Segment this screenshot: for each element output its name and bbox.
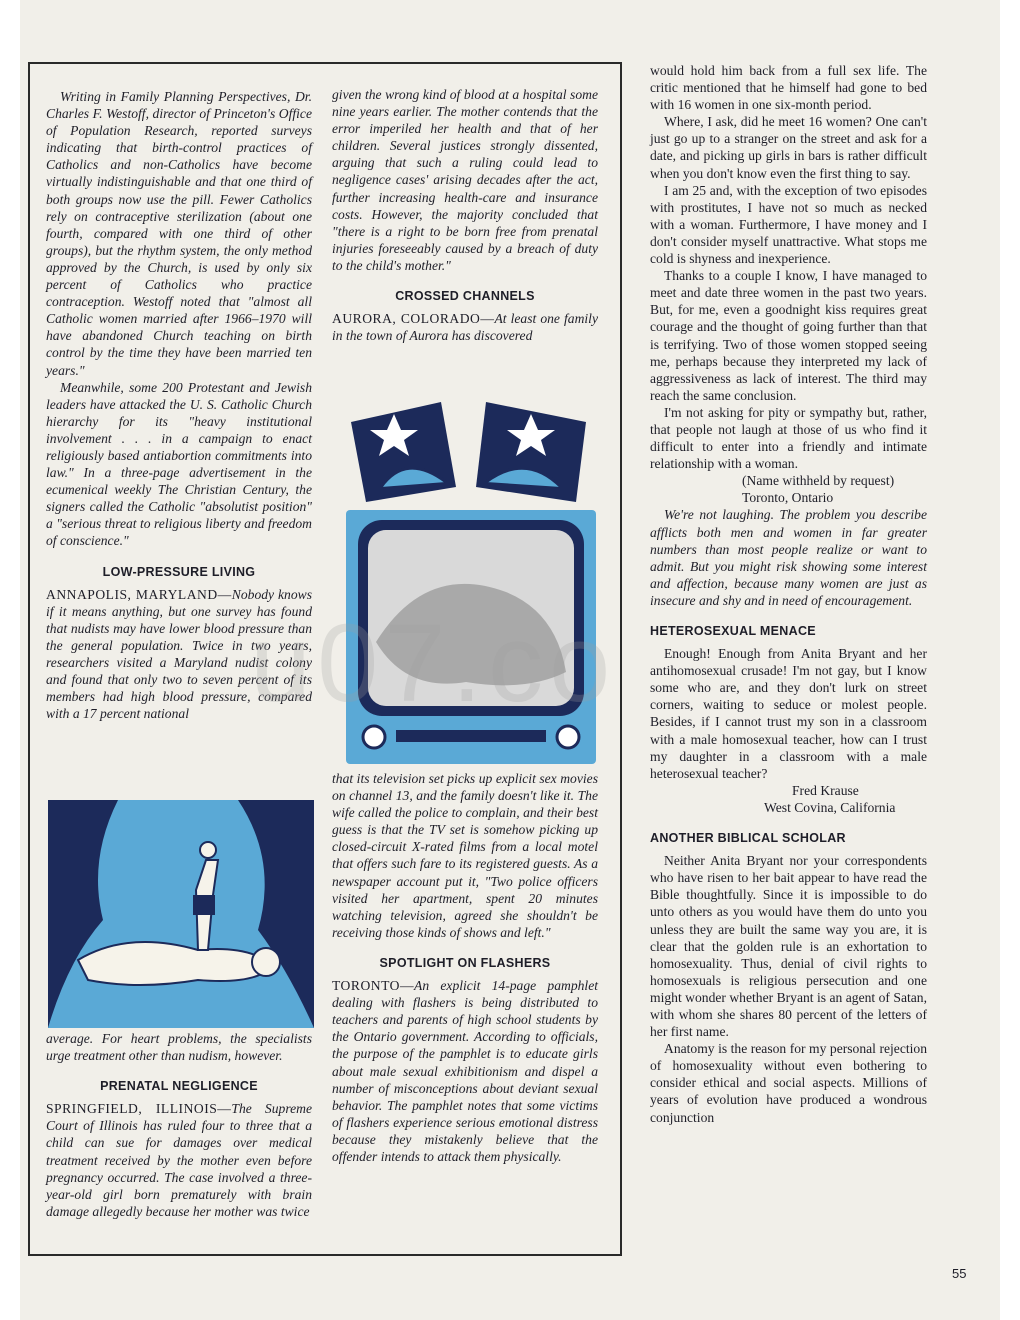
paragraph: AURORA, COLORADO—At least one family in the town of Aurora has discovered <box>332 311 598 344</box>
column-2 <box>332 86 598 344</box>
page-number: 55 <box>952 1266 967 1281</box>
paragraph: I'm not asking for pity or sympathy but, rather, that people not laugh at those of us who find it difficult to enter into a friendly and intimate relationship with a woman. <box>650 404 927 472</box>
section-heading-heterosexual: HETEROSEXUAL MENACE <box>650 624 816 638</box>
tv-speaker-grille <box>396 730 546 742</box>
paragraph: Where, I ask, did he meet 16 women? One can't just go up to a stranger on the street and ask for a date, and picking up girls in bars is rather difficult when you don't know even the first thing to say. <box>650 114 927 181</box>
paragraph: would hold him back from a full sex life. The critic mentioned that he himself had gone to bed with 16 women in one six-month period. <box>650 63 927 113</box>
paragraph: SPRINGFIELD, ILLINOIS—The Supreme Court of Illinois has ruled four to three that a child can sue for damages over medical treatment received by the mother even before pregnancy occurred. The case involved a three-year-old girl born prematurely with brain damage allegedly because her mother was twice <box>46 1101 312 1219</box>
column-1-continued <box>46 1030 312 1220</box>
section-heading-crossed-channels: CROSSED CHANNELS <box>395 289 535 304</box>
tv-knob-left <box>363 726 385 748</box>
watermark: u07.co <box>250 602 617 725</box>
editor-reply: We're not laughing. The problem you describe afflicts both men and women in far greater numbers than most people realize or want to admit. But you might risk showing some interest and affection, because many women are just as insecure and shy and in need of encouragement. <box>650 507 927 608</box>
paragraph: given the wrong kind of blood at a hospital some nine years earlier. The mother contends that the error imperiled her health and that of her children. Several justices strongly dissented, arguing that such a ruling could lead to negligence cases' arising decades after the act, further increasing health-care and insurance costs. However, the majority concluded that "there is a right to be born free from prenatal injuries foreseeably caused by a breach of duty to the child's mother." <box>332 87 598 273</box>
paragraph: TORONTO—An explicit 14-page pamphlet dealing with flashers is being distributed to teachers and parents of high school students by the Ontario government. According to officials, the purpose of the pamphlet is to educate girls about male sexual exhibitionism and dispel a number of misconceptions about deviant sexual behavior. The pamphlet notes that some victims of flashers experience serious emotional distress because they mistakenly believe that the offender intends to attack them physically. <box>332 978 598 1164</box>
hand <box>200 842 216 858</box>
signature-name: Fred Krause <box>792 782 859 798</box>
paragraph: Thanks to a couple I know, I have managed to meet and date three women in the past two years. But, for me, even a goodnight kiss requires great courage and the thought of going further than that is terrifying. Two of those women stopped seeing me, perhaps because they interpreted my lack of aggressiveness as lack of interest. The third may reach the same conclusion. <box>650 268 927 403</box>
paragraph: ANNAPOLIS, MARYLAND—Nobody knows if it means anything, but one survey has found that nudists may have lower blood pressure than the general population. Twice in two years, researchers visited a Maryland nudist colony and found that only two to seven percent of its members had high blood pressure, compared with a 17 percent national <box>46 586 313 722</box>
paragraph: Meanwhile, some 200 Protestant and Jewish leaders have attacked the U. S. Catholic Church hierarchy for its "heavy institutional involvement . . . in a campaign to enact religiously based antiabortion commitments into law." In a three-page advertisement in the ecumenical weekly The Christian Century, the signers called the Catholic "absolutist position" a "serious threat to religious liberty and freedom of conscience." <box>46 379 312 549</box>
column-2-continued <box>332 770 598 1165</box>
paragraph: Writing in Family Planning Perspectives, Dr. Charles F. Westoff, director of Princeton's Office of Population Research, reported surveys indicating that birth-control practices of Catholics and non-Catholics have become virtually indistinguishable and that one third of both groups now use the pill. Fewer Catholics rely on contraceptive sterilization (about one fourth, compared with one third of other groups), but the rhythm system, the only method approved by the Church, is used by only six percent of Catholics who practice contraception. Westoff noted that "almost all Catholic women married after 1966–1970 will have abandoned Church teaching on birth control by the time they have been married ten years." <box>46 89 312 378</box>
section-heading-low-pressure: LOW-PRESSURE LIVING <box>102 564 256 579</box>
paragraph: average. For heart problems, the specialists urge treatment other than nudism, however. <box>46 1031 312 1064</box>
column-3-letters <box>650 62 927 1126</box>
section-heading-prenatal: PRENATAL NEGLIGENCE <box>100 1079 258 1094</box>
section-heading-spotlight: SPOTLIGHT ON FLASHERS <box>379 955 551 970</box>
paragraph: Anatomy is the reason for my personal rejection of homosexuality without even bothering to consider ethical and social aspects. Millions of years of evolution have produced a wondrous conjunction <box>650 1041 927 1125</box>
nudist-illustration <box>48 800 314 1028</box>
paragraph: I am 25 and, with the exception of two episodes with prostitutes, I have not so much as necked with a woman. Furthermore, I have money and I don't consider myself unattractive. What stops me cold is shyness and inexperience. <box>650 182 927 267</box>
signature-place: Toronto, Ontario <box>742 490 834 506</box>
dateline: ANNAPOLIS, MARYLAND— <box>46 586 232 602</box>
paragraph: Enough! Enough from Anita Bryant and her antihomosexual crusade! I'm not gay, but I know some who are, and they don't lurk on street corners, waiting to seduce or molest people. Besides, if I cannot trust my son in a classroom with a male homosexual teacher, how can I trust my daughter in a classroom with a male heterosexual teacher? <box>650 646 927 781</box>
head <box>252 948 280 976</box>
section-heading-biblical: ANOTHER BIBLICAL SCHOLAR <box>650 831 846 846</box>
signature-name: (Name withheld by request) <box>742 473 895 489</box>
tv-knob-right <box>557 726 579 748</box>
dateline: SPRINGFIELD, ILLINOIS— <box>46 1101 232 1117</box>
signature-place: West Covina, California <box>764 799 896 815</box>
paragraph: that its television set picks up explicit sex movies on channel 13, and the family doesn't like it. The wife called the police to complain, and their best guess is that the TV set is somehow picking up closed-circuit X-rated films from a local motel that offers such fare to its registered guests. As a newspaper account put it, "Two police officers visited her apartment, spent 20 minutes watching television, agreed she shouldn't be receiving those kinds of shows and left." <box>332 771 598 940</box>
dateline: AURORA, COLORADO— <box>332 311 495 327</box>
paragraph: Neither Anita Bryant nor your correspondents who have risen to her bait appear to have read the Bible thoughtfully. Since it is impossible to do unto others as you would have them do unto you unless they are built the same way you are, it is clear that the golden rule is an exhortation to homosexuality. Thus, denial of civil rights to homosexuals is religious persecution and one might wonder whether Bryant is an agent of Satan, with whom she shares 80 percent of the letters of her first name. <box>650 853 927 1040</box>
blood-pressure-cuff <box>193 895 215 915</box>
dateline: TORONTO— <box>332 978 415 994</box>
